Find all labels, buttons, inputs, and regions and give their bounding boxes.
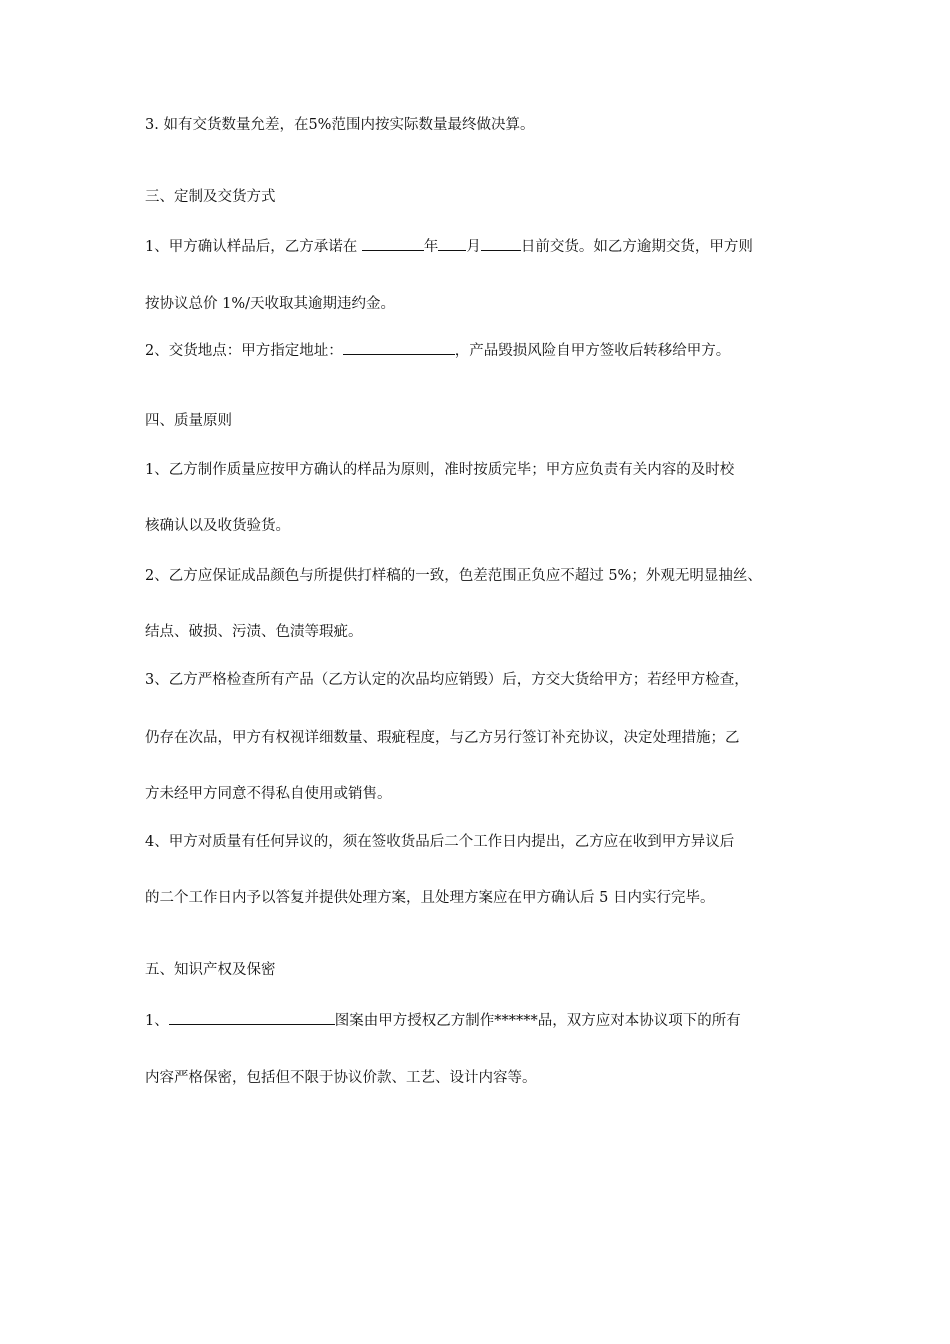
section-5-heading: 五、知识产权及保密 <box>145 962 276 978</box>
s4-item2-line2: 结点、破损、污渍、色渍等瑕疵。 <box>145 624 363 640</box>
section-3-item-1-cont: 按协议总价 1%/天收取其逾期违约金。 <box>145 296 395 312</box>
s3-item1-year: 年 <box>423 239 439 255</box>
day-blank <box>481 236 521 251</box>
s5-item1-suffix: 图案由甲方授权乙方制作******品，双方应对本协议项下的所有 <box>334 1013 741 1029</box>
section-3-item-1 <box>145 236 753 257</box>
pattern-name-blank <box>169 1010 335 1025</box>
s4-item1-line2: 核确认以及收货验货。 <box>145 518 290 534</box>
s3-item2-prefix: 2、交货地点：甲方指定地址： <box>145 343 343 359</box>
s4-item1-line1: 1、乙方制作质量应按甲方确认的样品为原则，准时按质完毕；甲方应负责有关内容的及时校 <box>145 462 735 478</box>
s4-item3-line2: 仍存在次品，甲方有权视详细数量、瑕疵程度，与乙方另行签订补充协议，决定处理措施；乙 <box>145 730 740 746</box>
s5-item1-prefix: 1、 <box>145 1013 169 1029</box>
s3-item1-prefix: 1、甲方确认样品后，乙方承诺在 <box>145 239 362 255</box>
s4-item4-line2: 的二个工作日内予以答复并提供处理方案，且处理方案应在甲方确认后 5 日内实行完毕。 <box>145 890 715 906</box>
s3-item1-suffix: 日前交货。如乙方逾期交货，甲方则 <box>520 239 753 255</box>
s4-item2-line1: 2、乙方应保证成品颜色与所提供打样稿的一致，色差范围正负应不超过 5%；外观无明显抽丝、 <box>145 568 762 584</box>
s3-item1-month: 月 <box>466 239 481 255</box>
s4-item3-line3: 方未经甲方同意不得私自使用或销售。 <box>145 786 392 802</box>
year-blank <box>362 236 424 251</box>
month-blank <box>438 236 466 251</box>
s3-item2-suffix: ，产品毁损风险自甲方签收后转移给甲方。 <box>454 343 731 359</box>
section-4-heading: 四、质量原则 <box>145 413 232 429</box>
s5-item1-line2: 内容严格保密，包括但不限于协议价款、工艺、设计内容等。 <box>145 1070 537 1086</box>
section-3-item-2 <box>145 340 730 361</box>
s5-item1-line1 <box>145 1010 741 1031</box>
s4-item3-line1: 3、乙方严格检查所有产品（乙方认定的次品均应销毁）后，方交大货给甲方；若经甲方检查， <box>145 672 749 688</box>
clause-3-3: 3. 如有交货数量允差，在5%范围内按实际数量最终做决算。 <box>145 117 535 133</box>
s4-item4-line1: 4、甲方对质量有任何异议的，须在签收货品后二个工作日内提出，乙方应在收到甲方异议后 <box>145 834 735 850</box>
address-blank <box>343 340 455 355</box>
section-3-heading: 三、定制及交货方式 <box>145 189 276 205</box>
